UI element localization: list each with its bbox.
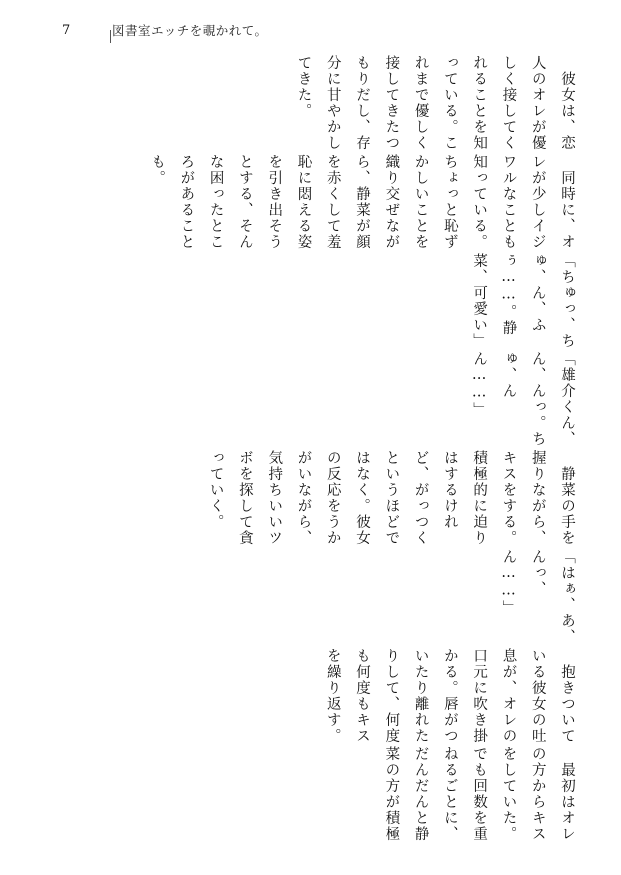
page-number: 7	[62, 23, 71, 38]
paragraph: 「ちゅっ、ちゅ、ん、ふぅ……。静菜、可愛い」	[471, 252, 575, 349]
running-title: 図書室エッチを覗かれて。	[112, 23, 268, 38]
paragraph: 静菜の手を握りながら、キスをする。積極的に迫りはするけれど、がっつくというほどではなく。彼女の反応をうかがいながら、気持ちいいツボを探して貪っていく。	[207, 450, 575, 546]
paragraph: 「はぁ、あ、んっ、ん……」	[500, 548, 575, 645]
body-text-area	[40, 55, 581, 855]
paragraph: 最初はオレの方からキスをしていた。でも回数を重ねるごとに、だんだんと静菜の方が積極	[383, 746, 575, 843]
page-header	[0, 18, 621, 44]
paragraph: 抱きついている彼女の吐息が、オレの口元に吹き掛かる。唇がついたり離れたりして、何度も何度もキスを繰り返す。	[324, 647, 575, 744]
paragraph: 「雄介くん、ん、んっ。ちゅ、んん……」	[471, 351, 575, 448]
header-divider	[110, 30, 111, 43]
paragraph: 同時に、オレが少しイジワルなことも知っている。ちょっと恥ずかしいことを織り交ぜながら、静菜が顔を赤くして羞恥に悶える姿を引き出そうとする、そんな困ったところがあることも。	[149, 153, 575, 250]
paragraph: 彼女は、恋人のオレが優しく接してくれることを知っている。これまで優しく接してきたつもりだし、存分に甘やかしてきた。	[295, 55, 575, 151]
vertical-text-block	[142, 55, 581, 845]
